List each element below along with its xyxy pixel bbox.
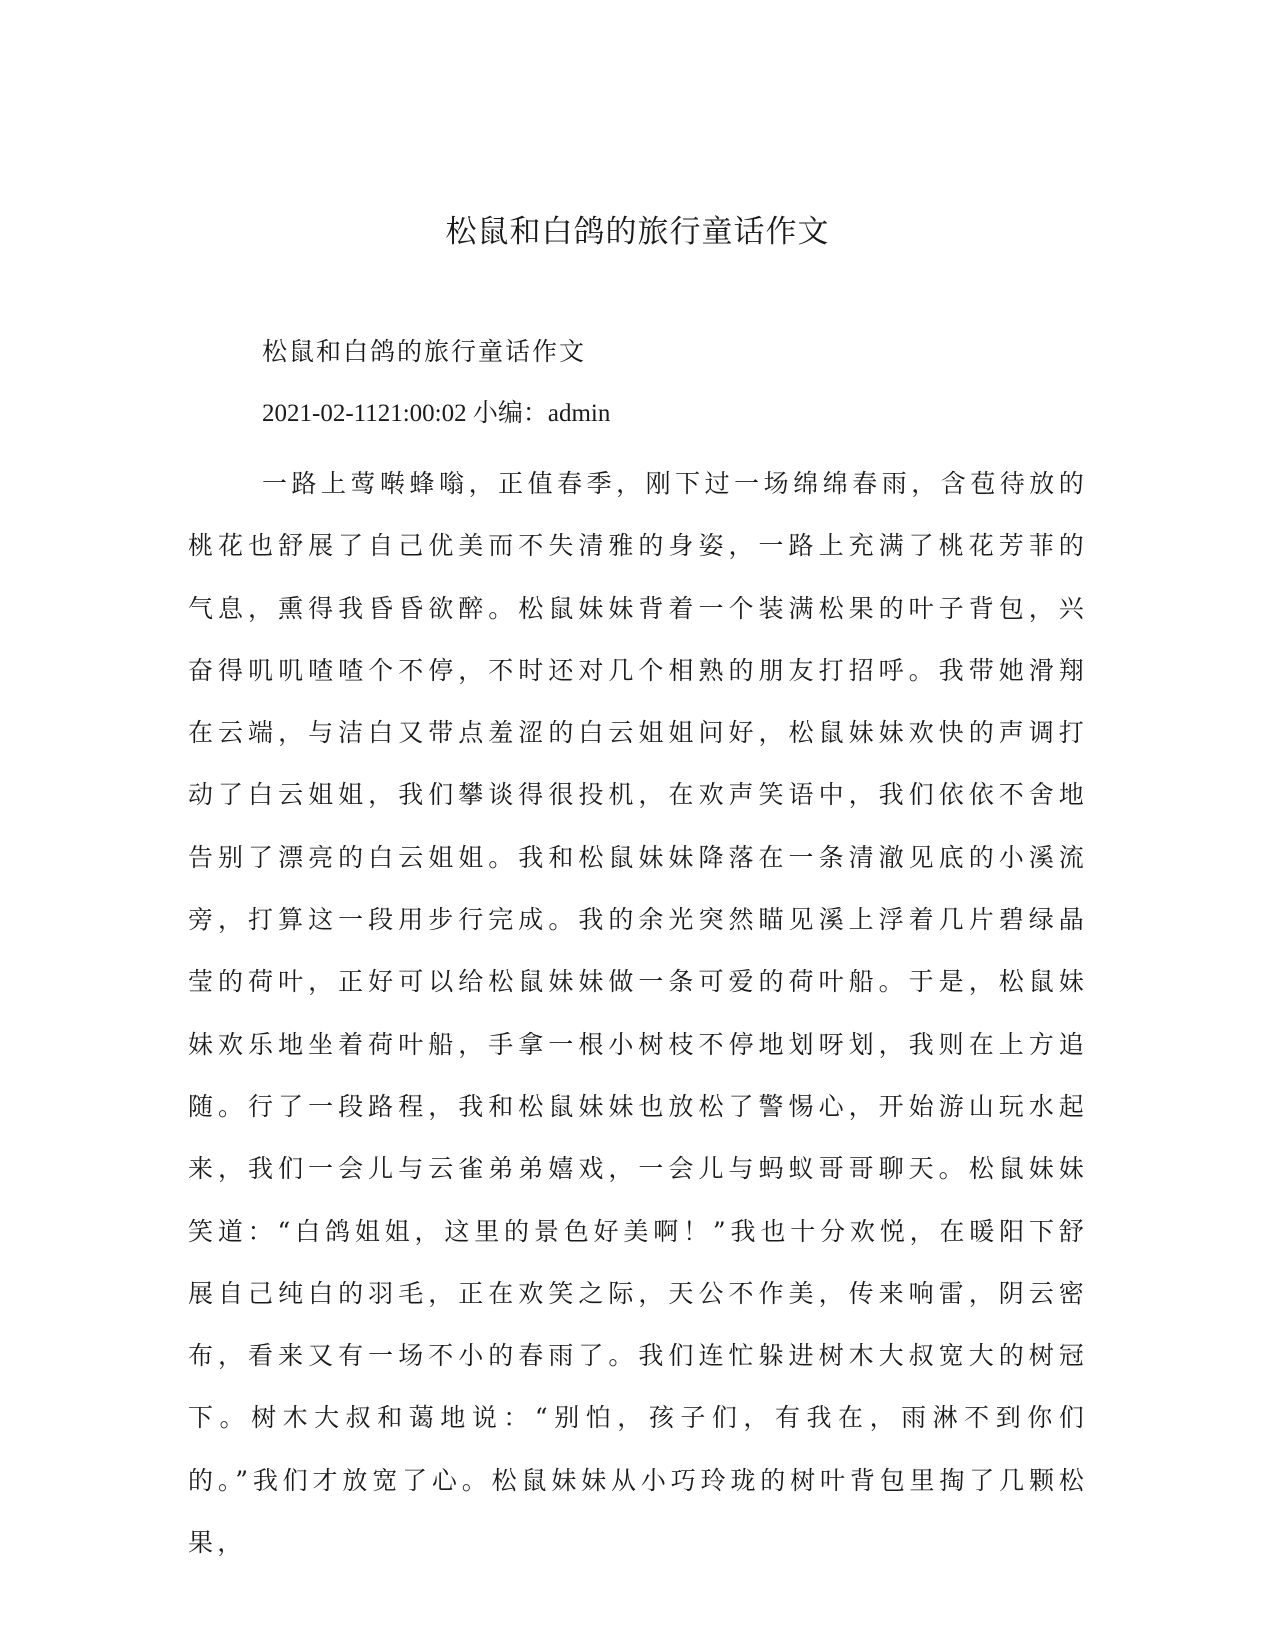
article-body: 一路上莺啭蜂嗡，正值春季，刚下过一场绵绵春雨，含苞待放的桃花也舒展了自己优美而不失清雅的身姿，一路上充满了桃花芳菲的气息，熏得我昏昏欲醉。松鼠妹妹背着一个装满松果的叶子背包，兴奋得叽叽喳喳个不停，不时还对几个相熟的朋友打招呼。我带她滑翔在云端，与洁白又带点羞涩的白云姐姐问好，松鼠妹妹欢快的声调打动了白云姐姐，我们攀谈得很投机，在欢声笑语中，我们依依不舍地告别了漂亮的白云姐姐。我和松鼠妹妹降落在一条清澈见底的小溪流旁，打算这一段用步行完成。我的余光突然瞄见溪上浮着几片碧绿晶莹的荷叶，正好可以给松鼠妹妹做一条可爱的荷叶船。于是，松鼠妹妹欢乐地坐着荷叶船，手拿一根小树枝不停地划呀划，我则在上方追随。行了一段路程，我和松鼠妹妹也放松了警惕心，开始游山玩水起来，我们一会儿与云雀弟弟嬉戏，一会儿与蚂蚁哥哥聊天。松鼠妹妹笑道：“白鸽姐姐，这里的景色好美啊！”我也十分欢悦，在暖阳下舒展自己纯白的羽毛，正在欢笑之际，天公不作美，传来响雷，阴云密布，看来又有一场不小的春雨了。我们连忙躲进树木大叔宽大的树冠下。树木大叔和蔼地说：“别怕，孩子们，有我在，雨淋不到你们的。”我们才放宽了心。松鼠妹妹从小巧玲珑的树叶背包里掏了几颗松果， bbox=[188, 469, 1088, 1558]
article-subtitle: 松鼠和白鸽的旅行童话作文 bbox=[262, 337, 587, 366]
document-title: 松鼠和白鸽的旅行童话作文 bbox=[445, 214, 830, 250]
article-meta: 2021-02-1121:00:02 小编：admin bbox=[262, 400, 611, 427]
